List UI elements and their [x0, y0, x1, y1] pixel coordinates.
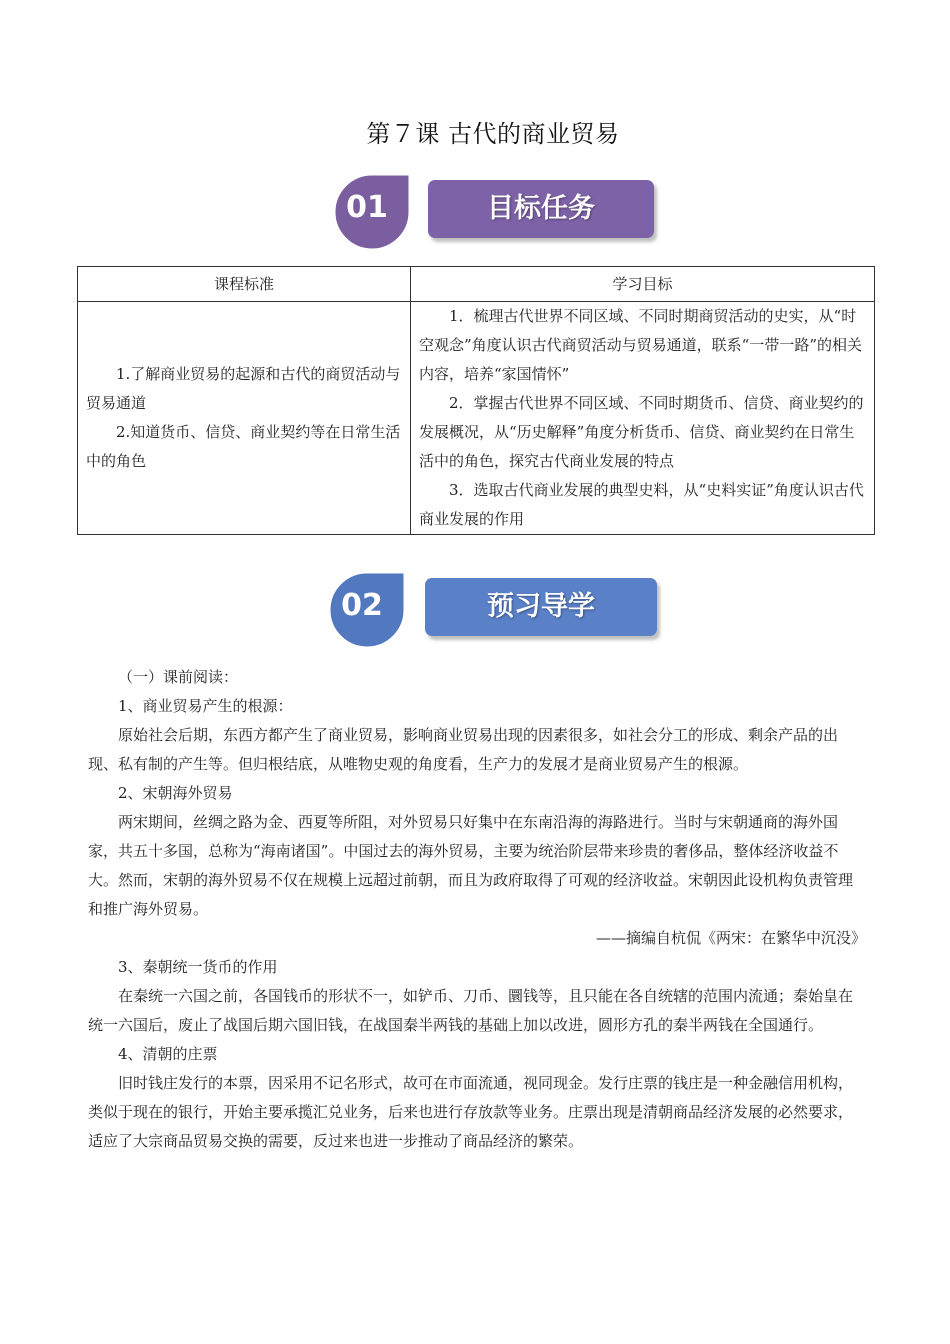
section-number: 02: [341, 588, 383, 623]
reading-item-title: 4、清朝的庄票: [118, 1045, 218, 1063]
reading-item-title: 2、宋朝海外贸易: [118, 784, 233, 802]
reading-item-title: 1、商业贸易产生的根源：: [118, 697, 293, 715]
standards-table: [77, 266, 875, 535]
reading-source: ——摘编自杭侃《两宋：在繁华中沉没》: [595, 929, 866, 947]
section-title: 目标任务: [487, 193, 595, 224]
objective-item: 3．选取古代商业发展的典型史料，从“史料实证”角度认识古代商业发展的作用: [419, 481, 864, 528]
table-row: [78, 302, 875, 535]
section-banner-preview: [325, 568, 665, 658]
objective-item: 1．梳理古代世界不同区域、不同时期商贸活动的史实，从“时空观念”角度认识古代商贸活动与贸易通道，联系“一带一路”的相关内容，培养“家国情怀”: [419, 307, 863, 383]
standards-cell: [78, 302, 411, 535]
section-number: 01: [346, 190, 388, 225]
section-title: 预习导学: [487, 591, 595, 622]
header-curriculum-standard: 课程标准: [78, 267, 411, 302]
table-header-row: [78, 267, 875, 302]
section-title-bar: [425, 578, 657, 636]
reading-item-text: 原始社会后期，东西方都产生了商业贸易，影响商业贸易出现的因素很多，如社会分工的形成、剩余产品的出现、私有制的产生等。但归根结底，从唯物史观的角度看，生产力的发展才是商业贸易产生的根源。: [88, 726, 839, 773]
reading-item-text: 在秦统一六国之前，各国钱币的形状不一，如铲币、刀币、圜钱等，且只能在各自统辖的范围内流通；秦始皇在统一六国后，废止了战国后期六国旧钱，在战国秦半两钱的基础上加以改进，圆形方孔的秦半两钱在全国通行。: [88, 987, 854, 1034]
standard-item: 1.了解商业贸易的起源和古代的商贸活动与贸易通道: [86, 365, 401, 412]
reading-item-text: 旧时钱庄发行的本票，因采用不记名形式，故可在市面流通，视同现金。发行庄票的钱庄是一种金融信用机构，类似于现在的银行，开始主要承揽汇兑业务，后来也进行存放款等业务。庄票出现是清朝商品经济发展的必然要求，适应了大宗商品贸易交换的需要，反过来也进一步推动了商品经济的繁荣。: [88, 1074, 854, 1150]
objective-item: 2．掌握古代世界不同区域、不同时期货币、信贷、商业契约的发展概况，从“历史解释”角度分析货币、信贷、商业契约在日常生活中的角色，探究古代商业发展的特点: [419, 394, 864, 470]
page-title: 第７课 古代的商业贸易: [366, 120, 620, 148]
section-banner-goals: [330, 170, 660, 260]
header-learning-objectives: 学习目标: [411, 267, 875, 302]
objectives-cell: [411, 302, 875, 535]
section-title-bar: [428, 180, 654, 238]
reading-item-title: 3、秦朝统一货币的作用: [118, 958, 278, 976]
standard-item: 2.知道货币、信贷、商业契约等在日常生活中的角色: [86, 423, 401, 470]
reading-heading: （一）课前阅读：: [118, 668, 239, 686]
pre-class-reading: [88, 663, 866, 1156]
reading-item-text: 两宋期间，丝绸之路为金、西夏等所阻，对外贸易只好集中在东南沿海的海路进行。当时与宋朝通商的海外国家，共五十多国，总称为“海南诸国”。中国过去的海外贸易，主要为统治阶层带来珍贵的奢侈品，整体经济收益不大。然而，宋朝的海外贸易不仅在规模上远超过前朝，而且为政府取得了可观的经济收益。宋朝因此设机构负责管理和推广海外贸易。: [88, 813, 854, 918]
